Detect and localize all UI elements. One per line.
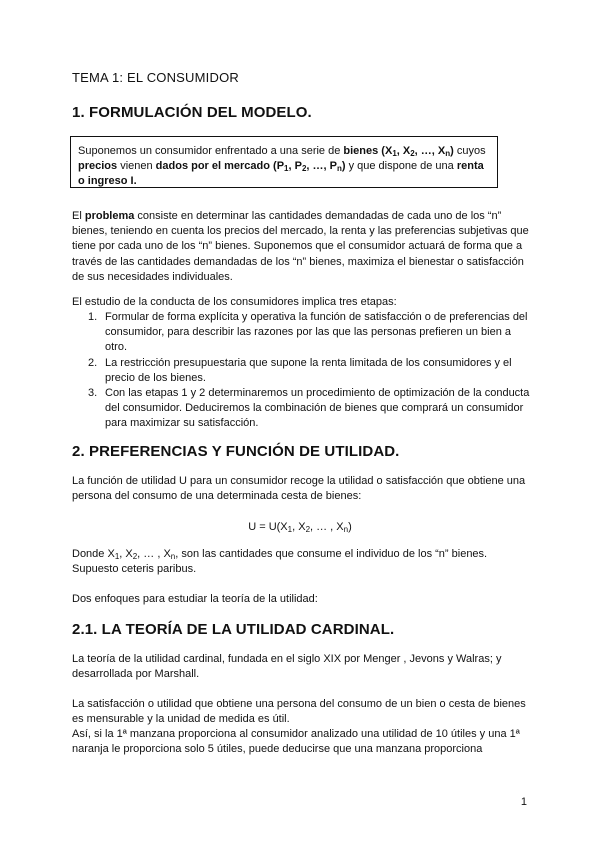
approaches-paragraph: Dos enfoques para estudiar la teoría de la utilidad:	[72, 593, 318, 605]
box-text: Suponemos un consumidor enfrentado a una serie de	[78, 145, 344, 157]
utility-formula: $U = U(X_1$, $X_2$, … , $X_n$)	[248, 521, 352, 534]
section-2-1-title: 2.1. LA TEORÍA DE LA UTILIDAD CARDINAL.	[72, 621, 395, 638]
stages-intro: El estudio de la conducta de los consumidores implica tres etapas:	[72, 296, 397, 308]
list-item: 3. Con las etapas 1 y 2 determinaremos un procedimiento de optimización de la conducta del consumidor. Deduciremos la combinación de bienes que comprará un consumidor para maximizar su satisfacción.	[88, 387, 530, 430]
list-item: 2. La restricción presupuestaria que supone la renta limitada de los consumidores y el precio de los bienes.	[88, 356, 512, 384]
example-paragraph: Así, si la 1ª manzana proporciona al consumidor analizado una utilidad de 10 útiles y una 1ª naranja le proporciona solo 5 útiles, puede deducirse que una manzana proporciona	[72, 728, 520, 756]
problem-paragraph: El problema consiste en determinar las cantidades demandadas de cada uno de los “n” bienes, teniendo en cuenta los precios del mercado, la renta y las preferencias subjetivas que tiene por cada uno de los “n” bienes. Suponemos que el consumidor actuará de forma que a través de las cantidades demandadas de los “n” bienes, maximiza el bienestar o satisfacción de sus necesidades individuales.	[72, 210, 529, 283]
section-1-title: 1. FORMULACIÓN DEL MODELO.	[72, 104, 312, 121]
measurable-utility-paragraph: La satisfacción o utilidad que obtiene una persona del consumo de un bien o cesta de bienes es mensurable y la unidad de medida es útil.	[72, 698, 526, 726]
tema-title: TEMA 1: EL CONSUMIDOR	[72, 70, 239, 85]
cardinal-theory-paragraph: La teoría de la utilidad cardinal, fundada en el siglo XIX por Menger , Jevons y Walras; y desarrollada por Marshall.	[72, 653, 502, 681]
model-definition-box: Suponemos un consumidor enfrentado a una serie de bienes ($X_1$, $X_2$, …, $X_n$) cuyos precios vienen dados por el mercado ($P_1$, $P_2$, …, $P_n$) y que dispone de una renta o ingreso I.	[70, 136, 498, 188]
box-bold: bienes (X	[343, 145, 393, 157]
section-2-title: 2. PREFERENCIAS Y FUNCIÓN DE UTILIDAD.	[72, 443, 400, 460]
utility-function-paragraph: La función de utilidad U para un consumidor recoge la utilidad o satisfacción que obtiene una persona del consumo de una determinada cesta de bienes:	[72, 475, 526, 503]
list-item: 1. Formular de forma explícita y operativa la función de satisfacción o de preferencias del consumidor, para describir las razones por las que las personas prefieren un bien a otro.	[88, 311, 528, 354]
stages-list	[72, 310, 532, 432]
where-paragraph: Donde $X_1$, $X_2$, … , $X_n$, son las cantidades que consume el individuo de los “n” bienes. Supuesto ceteris paribus.	[72, 548, 488, 576]
page-number: 1	[520, 796, 527, 808]
